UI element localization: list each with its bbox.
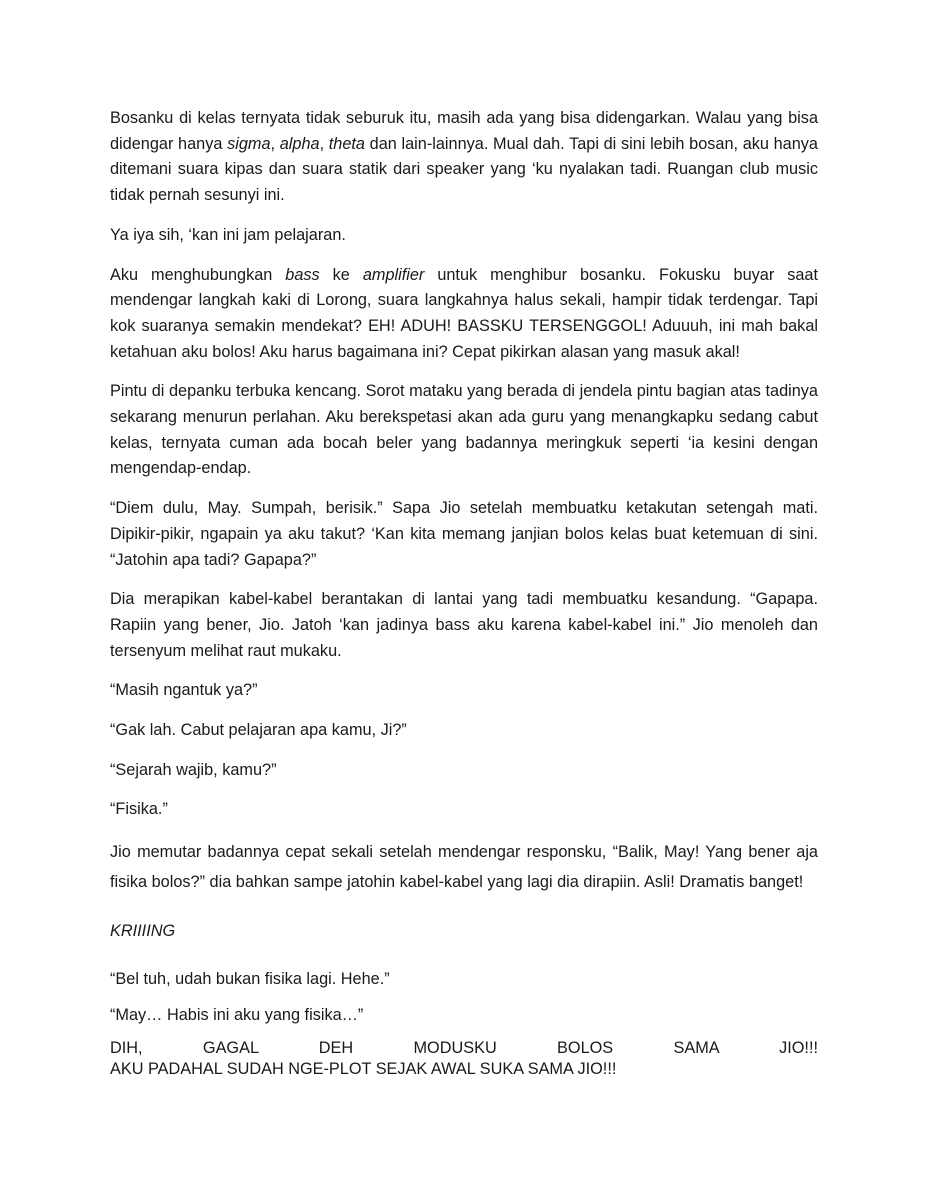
- paragraph-3: [110, 263, 818, 366]
- text-run: ,: [319, 134, 329, 153]
- paragraph-11: Jio memutar badannya cepat sekali setelah mendengar responsku, “Balik, May! Yang bener aja fisika bolos?” dia bahkan sampe jatohin kabel-kabel yang lagi dia dirapiin. Asli! Dramatis banget!: [110, 843, 818, 892]
- paragraph-9: “Sejarah wajib, kamu?”: [110, 760, 277, 779]
- paragraph-6: Dia merapikan kabel-kabel berantakan di lantai yang tadi membuatku kesandung. “Gapapa. Rapiin yang bener, Jio. Jatoh ‘kan jadinya bass aku karena kabel-kabel ini.” Jio menoleh dan tersenyum melihat raut mukaku.: [110, 590, 818, 660]
- paragraph-2: Ya iya sih, ‘kan ini jam pelajaran.: [110, 225, 346, 244]
- paragraph-4: Pintu di depanku terbuka kencang. Sorot mataku yang berada di jendela pintu bagian atas tadinya sekarang menurun perlahan. Aku berekspetasi akan ada guru yang menangkapku sedang cabut kelas, ternyata cuman ada bocah beler yang badannya meringkuk seperti ‘ia kesini dengan mengendap-endap.: [110, 382, 818, 478]
- text-run: untuk menghibur bosanku. Fokusku buyar saat mendengar langkah kaki di Lorong, suara langkahnya halus sekali, hampir tidak terdengar. Tapi kok suaranya semakin mendekat? EH! ADUH! BASSKU TERSENGGOL! Aduuuh, ini mah bakal ketahuan aku bolos! Aku harus bagaimana ini? Cepat pikirkan alasan yang masuk akal!: [110, 265, 818, 361]
- text-run: Aku menghubungkan: [110, 265, 286, 284]
- italic-term-theta: theta: [328, 134, 365, 153]
- text-run: dan lain-lainnya. Mual dah. Tapi di sini lebih bosan, aku hanya ditemani suara kipas dan suara statik dari speaker yang ‘ku nyalakan tadi. Ruangan club music tidak pernah sesunyi ini.: [110, 134, 818, 205]
- text-run: ke: [319, 265, 363, 284]
- italic-term-amplifier: amplifier: [362, 265, 425, 284]
- paragraph-13: “Bel tuh, udah bukan fisika lagi. Hehe.”: [110, 969, 390, 988]
- paragraph-5: “Diem dulu, May. Sumpah, berisik.” Sapa Jio setelah membuatku ketakutan setengah mati. Dipikir-pikir, ngapain ya aku takut? ‘Kan kita memang janjian bolos kelas buat ketemuan di sini. “Jatohin apa tadi? Gapapa?”: [110, 499, 818, 569]
- sound-effect-text: KRIIIING: [110, 922, 176, 941]
- paragraph-7: “Masih ngantuk ya?”: [110, 681, 258, 700]
- story-body: [110, 106, 818, 1094]
- closing-line-2: AKU PADAHAL SUDAH NGE-PLOT SEJAK AWAL SUKA SAMA JIO!!!: [110, 1060, 617, 1079]
- paragraph-8: “Gak lah. Cabut pelajaran apa kamu, Ji?”: [110, 721, 407, 740]
- closing-exclamation: [110, 1038, 818, 1080]
- paragraph-1: [110, 106, 818, 209]
- italic-term-sigma: sigma: [227, 134, 271, 153]
- italic-term-alpha: alpha: [279, 134, 320, 153]
- text-run: Bosanku di kelas ternyata tidak seburuk itu, masih ada yang bisa didengarkan. Walau yang bisa didengar hanya: [110, 109, 818, 153]
- sound-effect: [110, 919, 818, 945]
- closing-line-1: DIH, GAGAL DEH MODUSKU BOLOS SAMA JIO!!!: [110, 1039, 818, 1058]
- paragraph-10: “Fisika.”: [110, 800, 168, 819]
- paragraph-14: “May… Habis ini aku yang fisika…”: [110, 1005, 364, 1024]
- text-run: ,: [270, 134, 280, 153]
- italic-term-bass: bass: [285, 265, 320, 284]
